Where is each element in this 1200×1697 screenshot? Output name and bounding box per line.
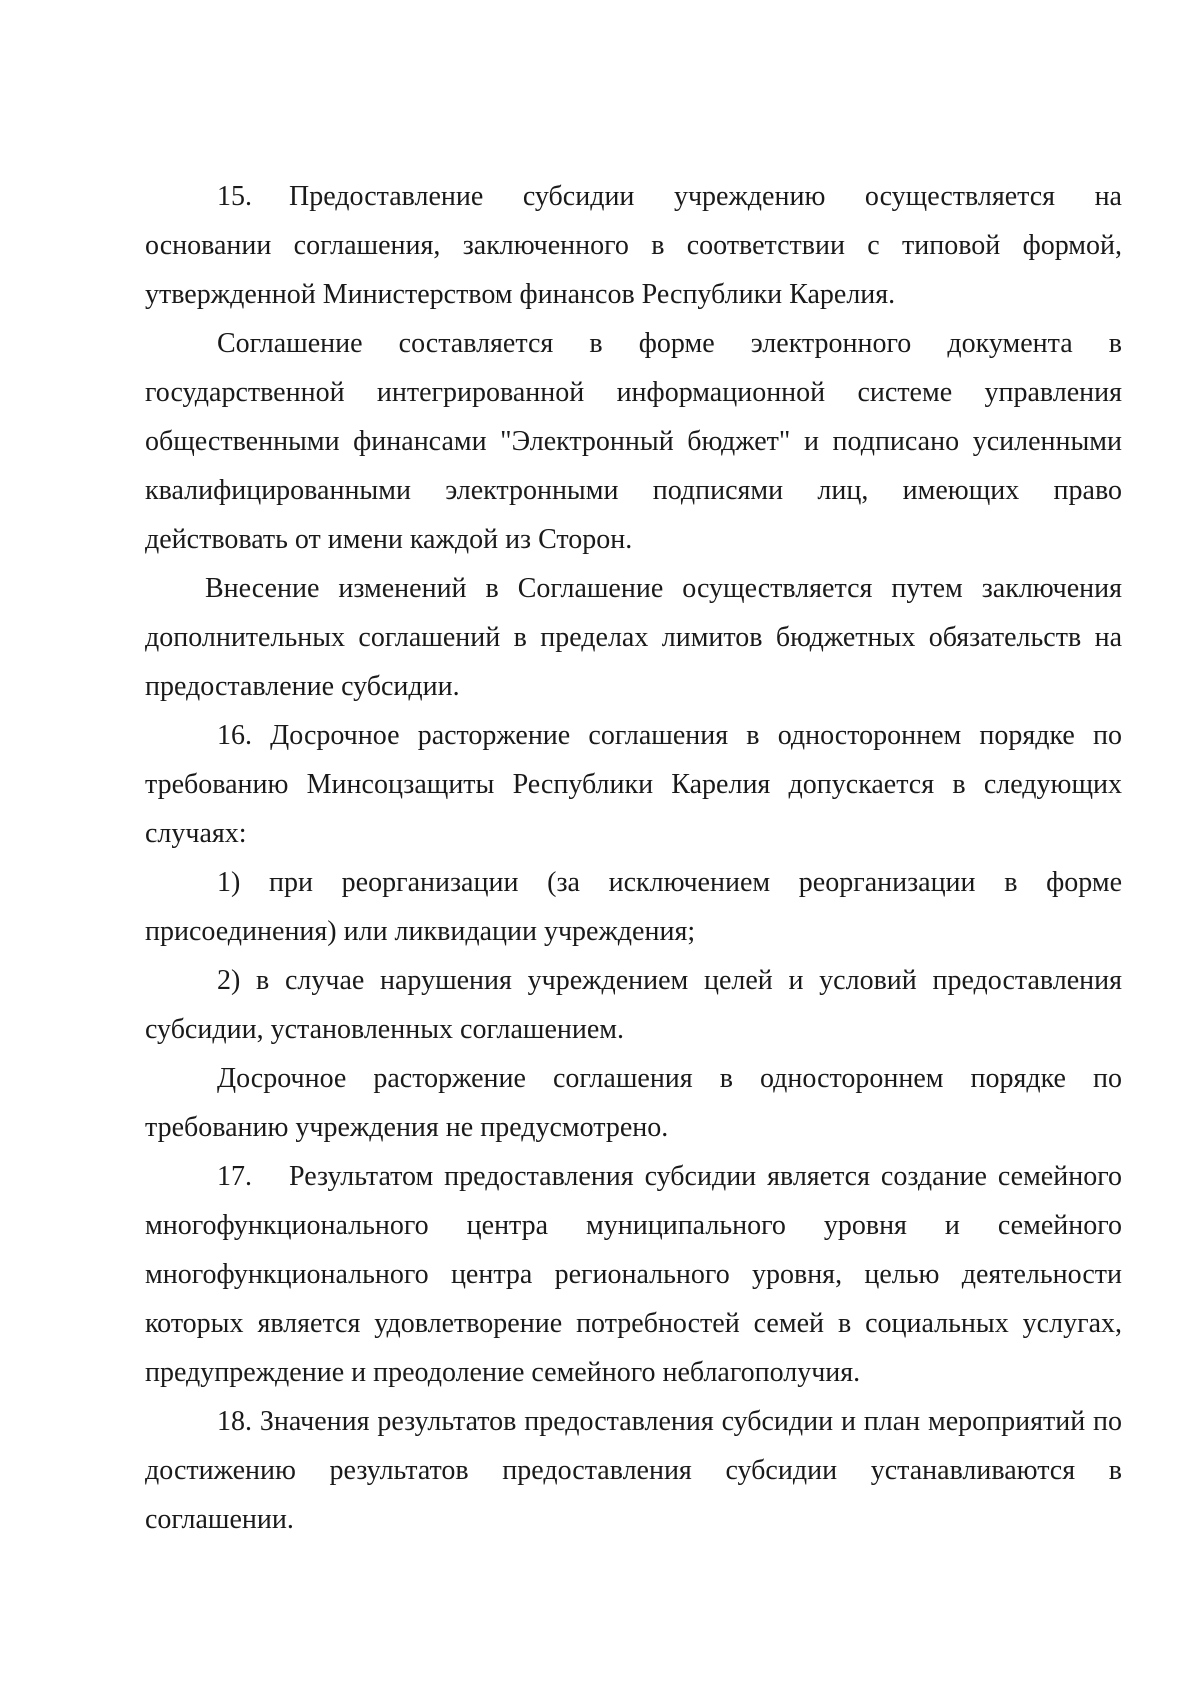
paragraph-text: 16. Досрочное расторжение соглашения в одностороннем порядке по требованию Минсоцзащиты Республики Карелия допускается в следующих случаях:: [145, 720, 1122, 849]
paragraph-text: 1) при реорганизации (за исключением реорганизации в форме присоединения) или ликвидации учреждения;: [145, 867, 1122, 947]
paragraph-15: [145, 172, 1122, 319]
paragraph-early-termination: [145, 1054, 1122, 1152]
paragraph-number: 17.: [217, 1161, 252, 1192]
document-body: [145, 172, 1122, 1544]
paragraph-text: 18. Значения результатов предоставления субсидии и план мероприятий по достижению результатов предоставления субсидии устанавливаются в соглашении.: [145, 1406, 1122, 1535]
paragraph-18: [145, 1397, 1122, 1544]
paragraph-text: Предоставление субсидии учреждению осуществляется на основании соглашения, заключенного в соответствии с типовой формой, утвержденной Министерством финансов Республики Карелия.: [145, 181, 1122, 310]
paragraph-text: Внесение изменений в Соглашение осуществляется путем заключения дополнительных соглашений в пределах лимитов бюджетных обязательств на предоставление субсидии.: [145, 573, 1122, 702]
paragraph-agreement-form: [145, 319, 1122, 564]
paragraph-text: Результатом предоставления субсидии является создание семейного многофункционального центра муниципального уровня и семейного многофункционального центра регионального уровня, целью деятельности которых является удовлетворение потребностей семей в социальных услугах, предупреждение и преодоление семейного неблагополучия.: [145, 1161, 1122, 1388]
paragraph-text: Досрочное расторжение соглашения в одностороннем порядке по требованию учреждения не предусмотрено.: [145, 1063, 1122, 1143]
paragraph-16: [145, 711, 1122, 858]
list-item-1: [145, 858, 1122, 956]
list-item-2: [145, 956, 1122, 1054]
paragraph-text: 2) в случае нарушения учреждением целей и условий предоставления субсидии, установленных соглашением.: [145, 965, 1122, 1045]
paragraph-agreement-changes: [145, 564, 1122, 711]
paragraph-17: [145, 1152, 1122, 1397]
paragraph-text: Соглашение составляется в форме электронного документа в государственной интегрированной информационной системе управления общественными финансами "Электронный бюджет" и подписано усиленными квалифицированными электронными подписями лиц, имеющих право действовать от имени каждой из Сторон.: [145, 328, 1122, 555]
paragraph-number: 15.: [217, 181, 252, 212]
